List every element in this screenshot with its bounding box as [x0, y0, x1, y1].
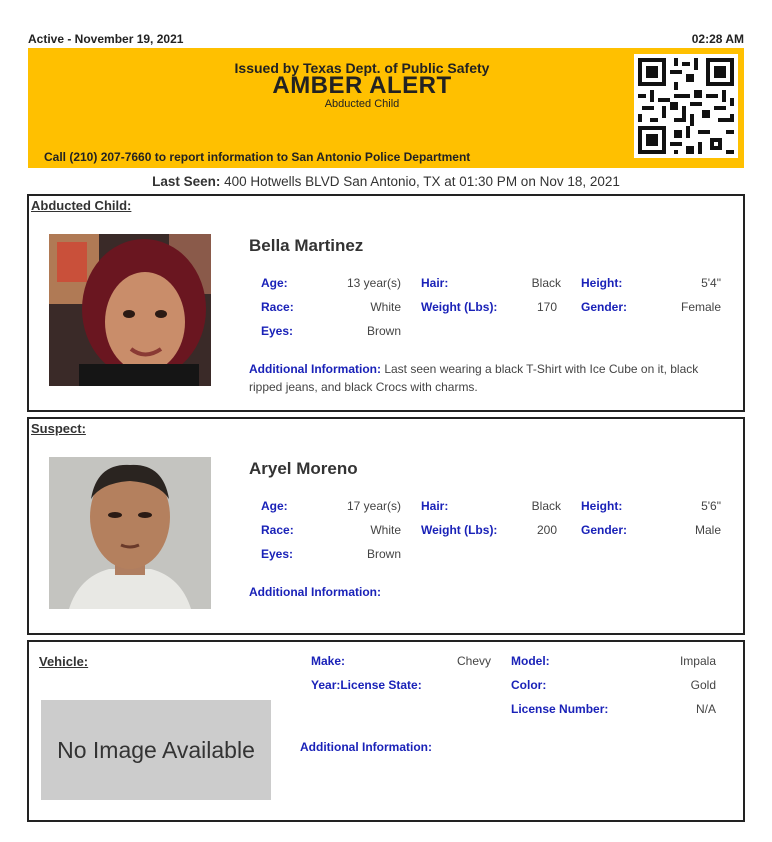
- vehicle-section: [27, 640, 745, 822]
- suspect-race-label: Race:: [261, 523, 294, 537]
- suspect-gender-label: Gender:: [581, 523, 628, 537]
- child-gender-label: Gender:: [581, 300, 628, 314]
- suspect-additional-info: [249, 583, 719, 601]
- vehicle-color-label: Color:: [511, 678, 547, 692]
- alert-banner: [28, 48, 744, 168]
- child-weight-value: 170: [536, 300, 557, 314]
- child-height-value: 5'4": [701, 276, 721, 290]
- suspect-section: [27, 417, 745, 635]
- child-additional-info: [249, 360, 719, 396]
- qr-code-icon[interactable]: [634, 54, 738, 158]
- vehicle-year-state-label: Year:License State:: [311, 678, 422, 692]
- suspect-name: Aryel Moreno: [249, 459, 358, 478]
- suspect-gender-value: Male: [694, 523, 721, 537]
- suspect-age-value: 17 year(s): [346, 499, 401, 513]
- suspect-height-label: Height:: [581, 499, 623, 513]
- vehicle-no-image: No Image Available: [41, 700, 271, 800]
- issued-by: Issued by Texas Dept. of Public Safety: [234, 60, 490, 76]
- last-seen: [28, 174, 744, 189]
- child-hair-value: Black: [531, 276, 561, 290]
- suspect-additional-label: Additional Information:: [249, 585, 381, 599]
- vehicle-make-label: Make:: [311, 654, 346, 668]
- last-seen-text: 400 Hotwells BLVD San Antonio, TX at 01:30 PM on Nov 18, 2021: [220, 174, 620, 189]
- last-seen-label: Last Seen:: [152, 174, 221, 189]
- alert-title: AMBER ALERT: [272, 72, 452, 99]
- child-additional-text: Last seen wearing a black T-Shirt with Ice Cube on it, black ripped jeans, and black Crocs with charms.: [249, 362, 699, 394]
- child-section: [27, 194, 745, 412]
- suspect-hair-label: Hair:: [421, 499, 449, 513]
- vehicle-license-value: N/A: [695, 702, 716, 716]
- child-name: Bella Martinez: [249, 236, 364, 255]
- vehicle-model-value: Impala: [679, 654, 716, 668]
- suspect-eyes-value: Brown: [366, 547, 401, 561]
- child-photo: [49, 234, 211, 386]
- vehicle-section-title: Vehicle:: [39, 654, 89, 669]
- suspect-hair-value: Black: [531, 499, 561, 513]
- suspect-age-label: Age:: [261, 499, 288, 513]
- vehicle-make-value: Chevy: [456, 654, 491, 668]
- child-eyes-label: Eyes:: [261, 324, 294, 338]
- child-age-value: 13 year(s): [346, 276, 401, 290]
- alert-time: 02:28 AM: [691, 32, 744, 46]
- child-gender-value: Female: [680, 300, 721, 314]
- vehicle-color-value: Gold: [690, 678, 716, 692]
- vehicle-additional-label: Additional Information:: [300, 740, 432, 754]
- child-race-value: White: [370, 300, 401, 314]
- child-age-label: Age:: [261, 276, 288, 290]
- suspect-section-title: Suspect:: [31, 421, 86, 436]
- suspect-weight-label: Weight (Lbs):: [421, 523, 498, 537]
- child-additional-label: Additional Information:: [249, 362, 381, 376]
- alert-status: Active - November 19, 2021: [28, 32, 184, 46]
- alert-subtitle: Abducted Child: [324, 98, 400, 110]
- child-eyes-value: Brown: [366, 324, 401, 338]
- suspect-race-value: White: [370, 523, 401, 537]
- suspect-eyes-label: Eyes:: [261, 547, 294, 561]
- suspect-photo: [49, 457, 211, 609]
- status-line: [28, 32, 744, 46]
- report-call-text: Call (210) 207-7660 to report information to San Antonio Police Department: [44, 150, 471, 164]
- child-height-label: Height:: [581, 276, 623, 290]
- vehicle-model-label: Model:: [511, 654, 550, 668]
- child-hair-label: Hair:: [421, 276, 449, 290]
- suspect-weight-value: 200: [536, 523, 557, 537]
- child-weight-label: Weight (Lbs):: [421, 300, 498, 314]
- child-section-title: Abducted Child:: [31, 198, 132, 213]
- suspect-height-value: 5'6": [701, 499, 721, 513]
- vehicle-license-label: License Number:: [511, 702, 609, 716]
- child-race-label: Race:: [261, 300, 294, 314]
